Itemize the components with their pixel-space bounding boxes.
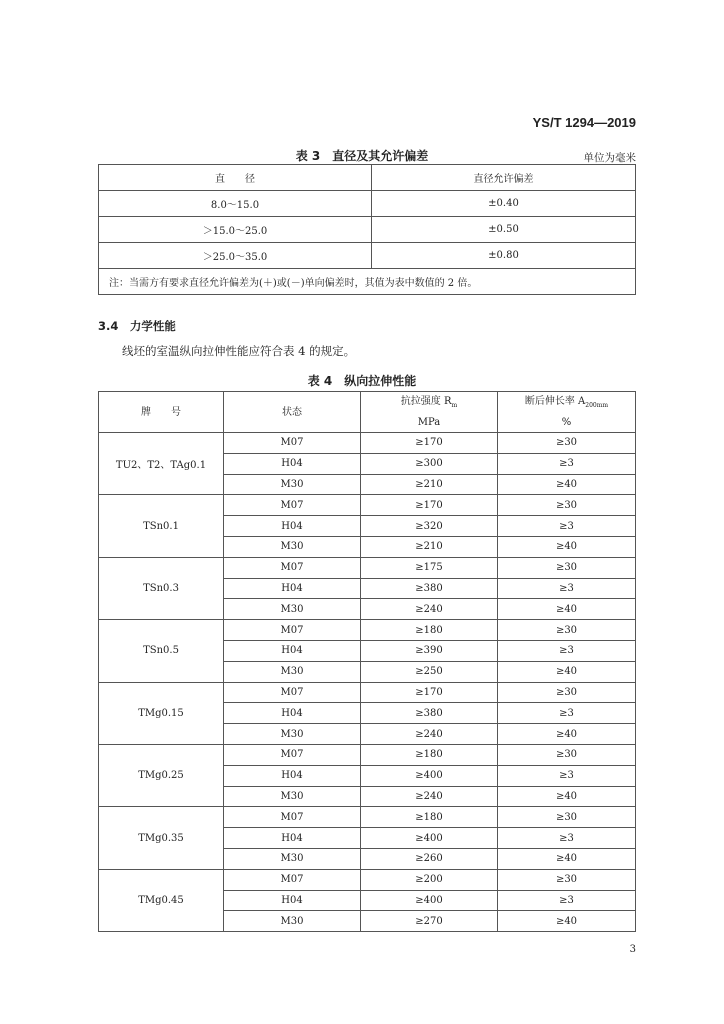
- grade-cell: TMg0.15: [99, 682, 224, 744]
- cell: ≥175: [361, 557, 498, 578]
- cell: H04: [224, 828, 361, 849]
- cell: ≥380: [361, 578, 498, 599]
- cell: ≥320: [361, 516, 498, 537]
- cell: ≥30: [498, 433, 636, 454]
- cell: ≥260: [361, 848, 498, 869]
- cell: ≥240: [361, 599, 498, 620]
- cell: ≥170: [361, 682, 498, 703]
- cell: ±0.40: [372, 191, 636, 217]
- cell: ≥3: [498, 828, 636, 849]
- section-heading: 3.4 力学性能: [98, 319, 176, 333]
- cell: ≥3: [498, 516, 636, 537]
- cell: M30: [224, 536, 361, 557]
- cell: ＞15.0～25.0: [99, 217, 372, 243]
- cell: ≥30: [498, 869, 636, 890]
- cell: H04: [224, 453, 361, 474]
- grade-cell: TMg0.25: [99, 744, 224, 806]
- page-number: 3: [629, 944, 636, 955]
- cell: ≥30: [498, 620, 636, 641]
- cell: ≥40: [498, 786, 636, 807]
- cell: ≥210: [361, 474, 498, 495]
- cell: ≥380: [361, 703, 498, 724]
- unit: %: [561, 417, 572, 428]
- cell: ≥40: [498, 911, 636, 932]
- cell: H04: [224, 516, 361, 537]
- cell: ±0.80: [372, 243, 636, 269]
- table-row: [99, 682, 636, 703]
- table-row: [99, 620, 636, 641]
- cell: ≥30: [498, 495, 636, 516]
- table4-caption: 表 4 纵向拉伸性能: [307, 374, 417, 388]
- cell: ≥210: [361, 536, 498, 557]
- cell: ≥40: [498, 661, 636, 682]
- subscript: 200mm: [585, 402, 609, 409]
- cell: ≥400: [361, 765, 498, 786]
- header-cell: 直 径: [99, 165, 372, 191]
- table-row: [99, 869, 636, 890]
- header-text: 抗拉强度 R: [400, 396, 452, 407]
- cell: ≥180: [361, 807, 498, 828]
- table-row: [99, 557, 636, 578]
- cell: M30: [224, 911, 361, 932]
- cell: M07: [224, 744, 361, 765]
- cell: ≥170: [361, 495, 498, 516]
- cell: ≥3: [498, 640, 636, 661]
- cell: M07: [224, 869, 361, 890]
- cell: ≥390: [361, 640, 498, 661]
- cell: ≥3: [498, 765, 636, 786]
- cell: M30: [224, 599, 361, 620]
- cell: M07: [224, 495, 361, 516]
- cell: ≥240: [361, 786, 498, 807]
- cell: M07: [224, 807, 361, 828]
- header-cell: 直径允许偏差: [372, 165, 636, 191]
- cell: ＞25.0～35.0: [99, 243, 372, 269]
- table-row: [99, 495, 636, 516]
- cell: M07: [224, 620, 361, 641]
- diameter-table: [98, 164, 636, 295]
- header-cell: 状态: [224, 392, 361, 433]
- cell: ≥40: [498, 474, 636, 495]
- cell: ≥30: [498, 744, 636, 765]
- cell: ≥40: [498, 848, 636, 869]
- cell: ≥400: [361, 828, 498, 849]
- grade-cell: TU2、T2、TAg0.1: [99, 433, 224, 495]
- cell: ≥3: [498, 453, 636, 474]
- cell: ≥30: [498, 682, 636, 703]
- cell: ≥270: [361, 911, 498, 932]
- table3-unit: 单位为毫米: [583, 152, 636, 164]
- grade-cell: TSn0.5: [99, 620, 224, 682]
- cell: H04: [224, 765, 361, 786]
- grade-cell: TMg0.45: [99, 869, 224, 931]
- cell: ≥240: [361, 724, 498, 745]
- cell: M07: [224, 433, 361, 454]
- cell: M07: [224, 682, 361, 703]
- cell: ≥180: [361, 744, 498, 765]
- cell: ≥40: [498, 599, 636, 620]
- table-note: 注：当需方有要求直径允许偏差为(＋)或(－)单向偏差时，其值为表中数值的 2 倍。: [99, 269, 636, 295]
- cell: M30: [224, 474, 361, 495]
- cell: M07: [224, 557, 361, 578]
- subscript: m: [451, 402, 458, 409]
- cell: ≥40: [498, 536, 636, 557]
- cell: ±0.50: [372, 217, 636, 243]
- table-row: [99, 433, 636, 454]
- cell: ≥180: [361, 620, 498, 641]
- cell: M30: [224, 848, 361, 869]
- grade-cell: TSn0.3: [99, 557, 224, 619]
- tensile-table: [98, 391, 636, 932]
- standard-number: YS/T 1294—2019: [532, 115, 636, 130]
- cell: ≥30: [498, 807, 636, 828]
- cell: ≥3: [498, 890, 636, 911]
- cell: ≥3: [498, 703, 636, 724]
- header-cell: [498, 392, 636, 433]
- cell: ≥200: [361, 869, 498, 890]
- table3-caption: 表 3 直径及其允许偏差: [295, 149, 429, 163]
- cell: ≥300: [361, 453, 498, 474]
- cell: M30: [224, 786, 361, 807]
- unit: MPa: [417, 417, 441, 428]
- cell: ≥40: [498, 724, 636, 745]
- header-cell: [361, 392, 498, 433]
- grade-cell: TSn0.1: [99, 495, 224, 557]
- cell: ≥170: [361, 433, 498, 454]
- table-row: [99, 807, 636, 828]
- header-text: 断后伸长率 A: [524, 396, 586, 407]
- paragraph: 线坯的室温纵向拉伸性能应符合表 4 的规定。: [122, 344, 356, 358]
- cell: M30: [224, 661, 361, 682]
- cell: H04: [224, 890, 361, 911]
- grade-cell: TMg0.35: [99, 807, 224, 869]
- cell: ≥400: [361, 890, 498, 911]
- cell: ≥30: [498, 557, 636, 578]
- cell: H04: [224, 640, 361, 661]
- table-row: [99, 744, 636, 765]
- cell: ≥3: [498, 578, 636, 599]
- cell: H04: [224, 703, 361, 724]
- cell: 8.0～15.0: [99, 191, 372, 217]
- cell: M30: [224, 724, 361, 745]
- cell: ≥250: [361, 661, 498, 682]
- cell: H04: [224, 578, 361, 599]
- header-cell: 牌 号: [99, 392, 224, 433]
